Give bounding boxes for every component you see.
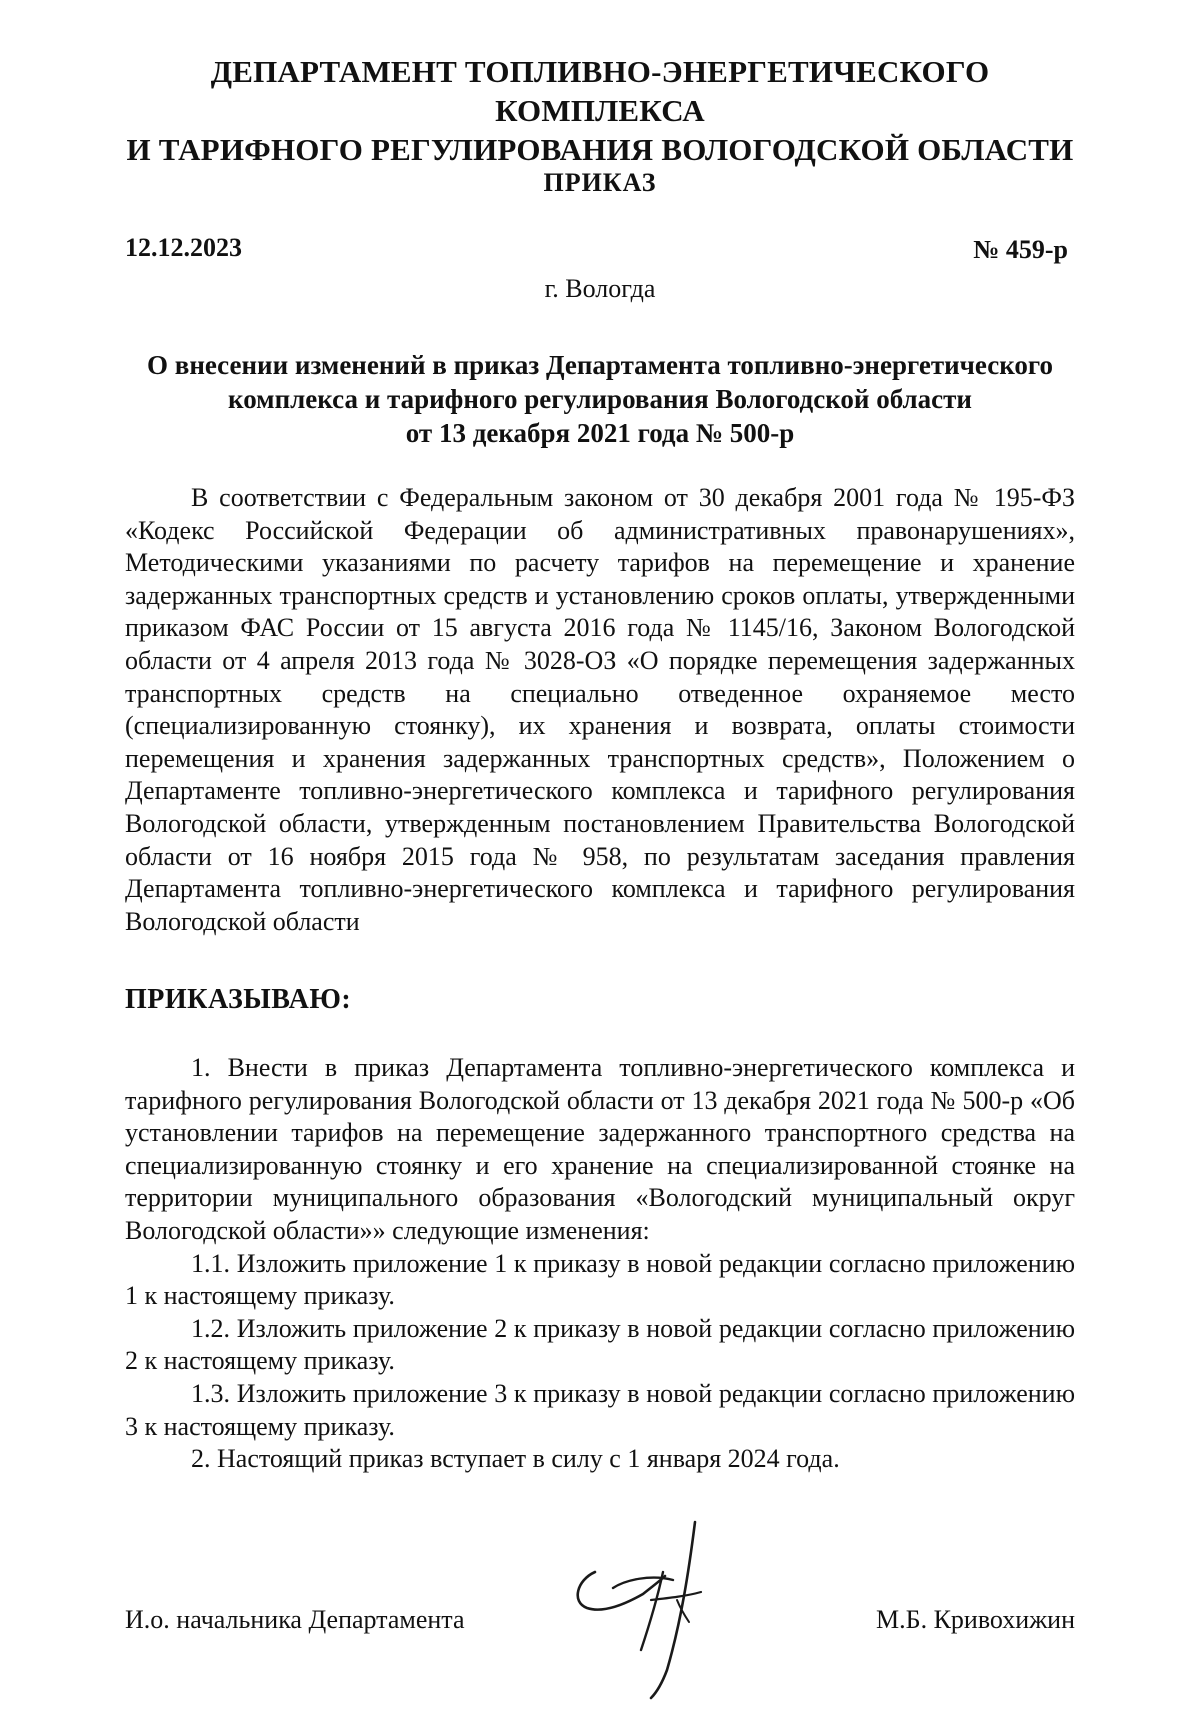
document-subject [125,348,1075,450]
document-date: 12.12.2023 [125,233,242,262]
department-title-line2: И ТАРИФНОГО РЕГУЛИРОВАНИЯ ВОЛОГОДСКОЙ ОБЛАСТИ [126,132,1074,167]
signatory-title: И.о. начальника Департамента [125,1605,465,1634]
subject-line1: О внесении изменений в приказ Департамента топливно-энергетического [146,350,1053,380]
subject-line3: от 13 декабря 2021 года № 500-р [405,418,795,448]
department-title [110,52,1090,169]
subject-line2: комплекса и тарифного регулирования Вологодской области [228,384,972,414]
order-item-1-2: 1.2. Изложить приложение 2 к приказу в новой редакции согласно приложению 2 к настоящему приказу. [125,1313,1075,1376]
order-item-1: 1. Внести в приказ Департамента топливно-энергетического комплекса и тарифного регулирования Вологодской области от 13 декабря 2021 года № 500-р «Об установлении тарифов на перемещение задержанного транспортного средства на специализированную стоянку и его хранение на специализированной стоянке на территории муниципального образования «Вологодский муниципальный округ Вологодской области»» следующие изменения: [125,1053,1075,1245]
order-item-2: 2. Настоящий приказ вступает в силу с 1 января 2024 года. [191,1444,840,1474]
document-type: ПРИКАЗ [543,168,657,197]
order-items [125,1052,1075,1476]
document-number: № 459-р [973,235,1068,264]
handwritten-signature [565,1510,745,1700]
department-title-line1: ДЕПАРТАМЕНТ ТОПЛИВНО-ЭНЕРГЕТИЧЕСКОГО КОМПЛЕКСА [210,54,990,128]
signatory-name: М.Б. Кривохижин [876,1605,1075,1634]
preamble-paragraph: В соответствии с Федеральным законом от 30 декабря 2001 года № 195-ФЗ «Кодекс Российской Федерации об административных правонарушениях», Методическими указаниями по расчету тарифов на перемещение и хранение задержанных транспортных средств и установлению сроков оплаты, утвержденными приказом ФАС России от 15 августа 2016 года № 1145/16, Законом Вологодской области от 4 апреля 2013 года № 3028-ОЗ «О порядке перемещения задержанных транспортных средств на специально отведенное охраняемое место (специализированную стоянку), их хранения и возврата, оплаты стоимости перемещения и хранения задержанных транспортных средств», Положением о Департаменте топливно-энергетического комплекса и тарифного регулирования Вологодской области, утвержденным постановлением Правительства Вологодской области от 16 ноября 2015 года № 958, по результатам заседания правления Департамента топливно-энергетического комплекса и тарифного регулирования Вологодской области [125,483,1075,936]
order-word: ПРИКАЗЫВАЮ: [125,984,352,1015]
order-item-1-3: 1.3. Изложить приложение 3 к приказу в новой редакции согласно приложению 3 к настоящему приказу. [125,1378,1075,1441]
order-item-1-1: 1.1. Изложить приложение 1 к приказу в новой редакции согласно приложению 1 к настоящему приказу. [125,1248,1075,1311]
document-city: г. Вологда [544,274,656,303]
